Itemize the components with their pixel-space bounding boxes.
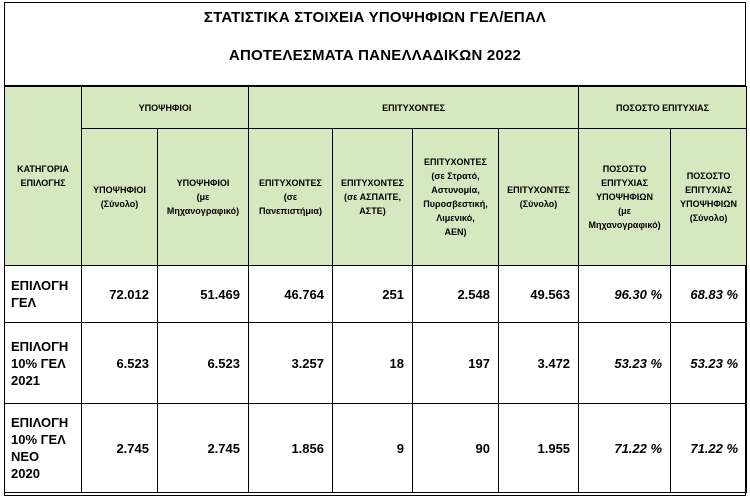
row-label [5, 266, 82, 323]
header-col-candidates-form [158, 129, 249, 266]
page-subtitle: ΑΠΟΤΕΛΕΣΜΑΤΑ ΠΑΝΕΛΛΑΔΙΚΩΝ 2022 [228, 47, 522, 64]
header-col-success-total [499, 129, 579, 266]
header-col-label: ΕΠΙΤΥΧΟΝΤΕΣ (σε ΑΣΠΑΙΤΕ, ΑΣΤΕ) [341, 178, 404, 216]
cell-value: 251 [333, 266, 413, 323]
cell-value: 90 [413, 404, 499, 493]
table-row [5, 323, 747, 404]
header-col-rate-form [579, 129, 671, 266]
cell-value: 51.469 [158, 266, 249, 323]
cell-value: 3.257 [249, 323, 333, 404]
header-group-successful-label: ΕΠΙΤΥΧΟΝΤΕΣ [382, 102, 445, 113]
header-group-success-rate-label: ΠΟΣΟΣΤΟ ΕΠΙΤΥΧΙΑΣ [616, 102, 710, 113]
cell-value: 46.764 [249, 266, 333, 323]
header-col-rate-total [671, 129, 747, 266]
cell-percent: 53.23 % [579, 323, 671, 404]
table-row [5, 404, 747, 493]
header-col-success-university [249, 129, 333, 266]
header-group-candidates [82, 87, 249, 129]
row-label [5, 323, 82, 404]
header-category-label: ΚΑΤΗΓΟΡΙΑ ΕΠΙΛΟΓΗΣ [17, 164, 69, 188]
row-label-text: ΕΠΙΛΟΓΗ 10% ΓΕΛ 2021 [11, 338, 69, 388]
row-label [5, 404, 82, 493]
cell-value: 72.012 [82, 266, 158, 323]
row-label-text: ΕΠΙΛΟΓΗ ΓΕΛ [11, 278, 69, 310]
cell-value: 2.548 [413, 266, 499, 323]
header-col-label: ΕΠΙΤΥΧΟΝΤΕΣ (Σύνολο) [507, 185, 570, 209]
cell-percent: 71.22 % [671, 404, 747, 493]
row-label-text: ΕΠΙΛΟΓΗ 10% ΓΕΛ ΝΕΟ 2020 [11, 415, 69, 481]
cell-value: 6.523 [82, 323, 158, 404]
cell-value: 49.563 [499, 266, 579, 323]
header-col-label: ΥΠΟΨΗΦΙΟΙ (με Μηχανογραφικό) [166, 178, 240, 216]
cell-value: 6.523 [158, 323, 249, 404]
statistics-table [4, 86, 747, 493]
header-col-success-military [413, 129, 499, 266]
header-group-successful [249, 87, 579, 129]
cell-value: 1.856 [249, 404, 333, 493]
header-group-success-rate [579, 87, 747, 129]
cell-value: 1.955 [499, 404, 579, 493]
cell-percent: 96.30 % [579, 266, 671, 323]
cell-value: 9 [333, 404, 413, 493]
cell-percent: 53.23 % [671, 323, 747, 404]
cell-value: 2.745 [158, 404, 249, 493]
header-col-label: ΠΟΣΟΣΤΟ ΕΠΙΤΥΧΙΑΣ ΥΠΟΨΗΦΙΩΝ (με Μηχανογραφικό) [588, 164, 661, 230]
header-col-label: ΕΠΙΤΥΧΟΝΤΕΣ (σε Πανεπιστήμια) [259, 178, 322, 216]
cell-value: 2.745 [82, 404, 158, 493]
header-group-candidates-label: ΥΠΟΨΗΦΙΟΙ [138, 102, 192, 113]
title-box [4, 2, 746, 86]
cell-value: 197 [413, 323, 499, 404]
table-row [5, 266, 747, 323]
header-col-label: ΥΠΟΨΗΦΙΟΙ (Σύνολο) [93, 185, 146, 209]
cell-value: 18 [333, 323, 413, 404]
header-category [5, 87, 82, 266]
header-col-success-aspaite [333, 129, 413, 266]
cell-percent: 68.83 % [671, 266, 747, 323]
page-title: ΣΤΑΤΙΣΤΙΚΑ ΣΤΟΙΧΕΙΑ ΥΠΟΨΗΦΙΩΝ ΓΕΛ/ΕΠΑΛ [203, 9, 547, 26]
header-col-label: ΠΟΣΟΣΤΟ ΕΠΙΤΥΧΙΑΣ ΥΠΟΨΗΦΙΩΝ (Σύνολο) [680, 171, 737, 223]
header-col-label: ΕΠΙΤΥΧΟΝΤΕΣ (σε Στρατό, Αστυνομία, Πυροσβεστική, Λιμενικό, ΑΕΝ) [423, 157, 488, 237]
cell-percent: 71.22 % [579, 404, 671, 493]
cell-value: 3.472 [499, 323, 579, 404]
header-col-candidates-total [82, 129, 158, 266]
